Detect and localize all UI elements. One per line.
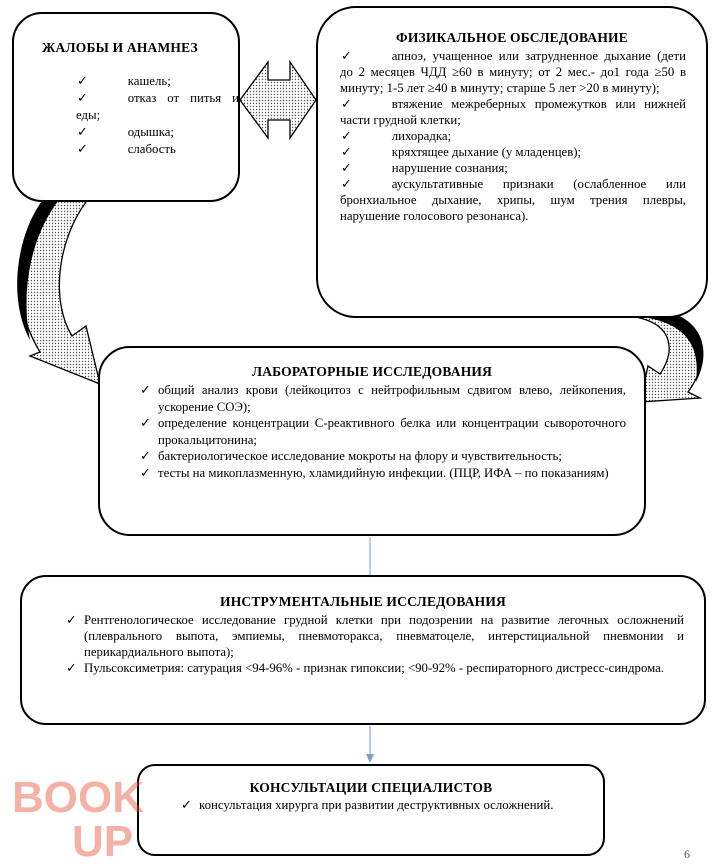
list-item: ✓ кряхтящее дыхание (у младенцев); [341, 145, 582, 159]
check-icon: ✓ [341, 129, 352, 143]
check-icon: ✓ [140, 465, 151, 480]
instrumental-list [64, 612, 684, 676]
complaints-list [54, 73, 239, 158]
double-arrow-icon [240, 62, 316, 138]
bookup-watermark-logo [10, 770, 160, 860]
list-item: ✓ определение концентрации С-реактивного белка или концентрации сывороточного прокальцитонина; [140, 416, 626, 447]
list-item: ✓ втяжение межреберных промежутков или нижней части грудной клетки; [340, 97, 686, 127]
list-item: ✓ кашель; [77, 74, 171, 88]
list-item: ✓ Пульсоксиметрия: сатурация <94-96% - признак гипоксии; <90-92% - респираторного дистресс-синдрома. [66, 661, 664, 675]
list-item: ✓ слабость [77, 142, 176, 156]
arrowhead-icon [366, 754, 374, 763]
list-item: ✓ апноэ, учащенное или затрудненное дыхание (дети до 2 месяцев ЧДД ≥60 в минуту; от 2 мес.- до1 года ≥50 в минуту; 1-5 лет ≥40 в минуту; старше 5 лет >20 в минуту); [340, 49, 686, 95]
check-icon: ✓ [77, 91, 88, 105]
check-icon: ✓ [140, 416, 151, 430]
check-icon: ✓ [77, 74, 88, 88]
complaints-title: ЖАЛОБЫ И АНАМНЕЗ [42, 40, 198, 55]
watermark-line1: BOOK [12, 773, 144, 822]
exam-list [340, 48, 686, 224]
exam-title: ФИЗИКАЛЬНОЕ ОБСЛЕДОВАНИЕ [396, 30, 628, 45]
complaints-history-box [12, 12, 240, 202]
check-icon: ✓ [341, 161, 352, 175]
watermark-line2: UP [72, 817, 134, 860]
check-icon: ✓ [341, 145, 352, 159]
list-item: ✓ одышка; [77, 125, 174, 139]
lab-list [138, 382, 626, 481]
check-icon: ✓ [341, 97, 352, 111]
check-icon: ✓ [140, 383, 151, 397]
lab-tests-box [98, 346, 646, 536]
check-icon: ✓ [66, 661, 77, 675]
list-item: ✓ Рентгенологическое исследование грудной клетки при подозрении на развитие легочных осложнений (плеврального выпота, эмпиемы, пневмоторакса, пневматоцеле, интерстициальной пневмонии и перикардиального выпота); [66, 613, 684, 659]
instrumental-tests-box [20, 575, 706, 725]
check-icon: ✓ [66, 613, 77, 627]
consult-title: КОНСУЛЬТАЦИИ СПЕЦИАЛИСТОВ [249, 780, 493, 795]
page-number: 6 [684, 847, 690, 861]
check-icon: ✓ [181, 798, 192, 812]
lab-title: ЛАБОРАТОРНЫЕ ИССЛЕДОВАНИЯ [251, 364, 493, 379]
specialist-consult-box [137, 764, 605, 856]
list-item: ✓ отказ от питья и еды; [76, 91, 239, 122]
check-icon: ✓ [140, 449, 151, 463]
check-icon: ✓ [341, 49, 352, 63]
list-item: ✓ аускультативные признаки (ослабленное или бронхиальное дыхание, хрипы, шум трения плевры, нарушение голосового резонанса). [340, 177, 686, 223]
physical-exam-box [316, 6, 708, 318]
check-icon: ✓ [77, 125, 88, 139]
list-item: ✓ тесты на микоплазменную, хламидийную инфекции. (ПЦР, ИФА – по показаниям) [140, 465, 609, 480]
list-item: ✓ бактериологическое исследование мокроты на флору и чувствительность; [140, 449, 562, 463]
consult-list [179, 797, 587, 813]
list-item: ✓ лихорадка; [341, 129, 452, 143]
check-icon: ✓ [341, 177, 352, 191]
list-item: ✓ общий анализ крови (лейкоцитоз с нейтрофильным сдвигом влево, лейкопения, ускорение СОЭ); [140, 383, 626, 414]
list-item: ✓ нарушение сознания; [341, 161, 508, 175]
check-icon: ✓ [77, 142, 88, 156]
instrumental-title: ИНСТРУМЕНТАЛЬНЫЕ ИССЛЕДОВАНИЯ [220, 594, 506, 609]
list-item: ✓ консультация хирурга при развитии деструктивных осложнений. [181, 798, 554, 812]
